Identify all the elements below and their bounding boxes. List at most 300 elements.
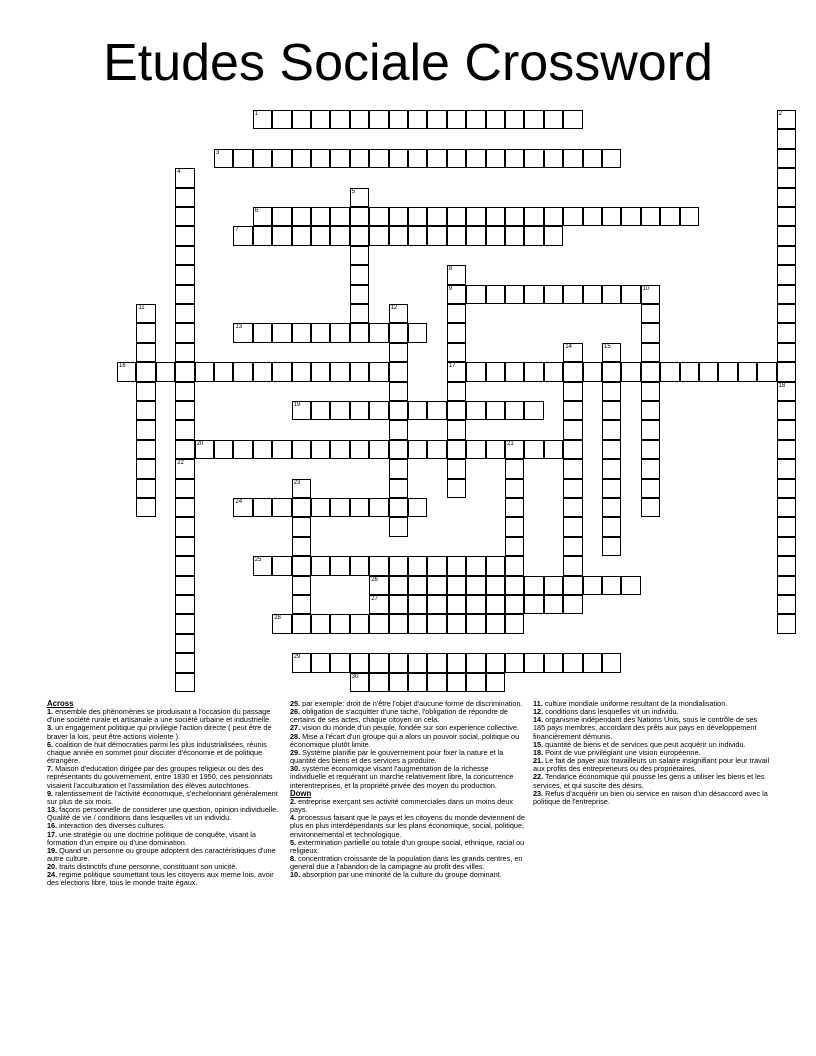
grid-cell[interactable] (544, 653, 563, 672)
grid-cell[interactable] (583, 576, 602, 595)
grid-cell[interactable] (447, 285, 466, 304)
grid-cell[interactable] (272, 207, 291, 226)
grid-cell[interactable] (156, 362, 175, 381)
grid-cell[interactable] (505, 614, 524, 633)
grid-cell[interactable] (486, 207, 505, 226)
grid-cell[interactable] (175, 285, 194, 304)
grid-cell[interactable] (369, 149, 388, 168)
grid-cell[interactable] (253, 110, 272, 129)
grid-cell[interactable] (369, 401, 388, 420)
grid-cell[interactable] (369, 614, 388, 633)
grid-cell[interactable] (524, 653, 543, 672)
grid-cell[interactable] (544, 110, 563, 129)
grid-cell[interactable] (602, 401, 621, 420)
grid-cell[interactable] (427, 614, 446, 633)
grid-cell[interactable] (544, 149, 563, 168)
grid-cell[interactable] (292, 440, 311, 459)
grid-cell[interactable] (311, 110, 330, 129)
grid-cell[interactable] (292, 498, 311, 517)
grid-cell[interactable] (292, 226, 311, 245)
grid-cell[interactable] (447, 420, 466, 439)
grid-cell[interactable] (602, 149, 621, 168)
grid-cell[interactable] (505, 517, 524, 536)
grid-cell[interactable] (505, 576, 524, 595)
grid-cell[interactable] (621, 285, 640, 304)
grid-cell[interactable] (466, 207, 485, 226)
grid-cell[interactable] (272, 110, 291, 129)
grid-cell[interactable] (253, 556, 272, 575)
grid-cell[interactable] (350, 188, 369, 207)
grid-cell[interactable] (563, 595, 582, 614)
grid-cell[interactable] (563, 479, 582, 498)
grid-cell[interactable] (641, 498, 660, 517)
grid-cell[interactable] (311, 440, 330, 459)
grid-cell[interactable] (272, 149, 291, 168)
grid-cell[interactable] (524, 207, 543, 226)
grid-cell[interactable] (136, 382, 155, 401)
grid-cell[interactable] (505, 498, 524, 517)
grid-cell[interactable] (214, 440, 233, 459)
grid-cell[interactable] (524, 362, 543, 381)
grid-cell[interactable] (427, 556, 446, 575)
grid-cell[interactable] (524, 110, 543, 129)
grid-cell[interactable] (136, 479, 155, 498)
grid-cell[interactable] (660, 362, 679, 381)
grid-cell[interactable] (563, 110, 582, 129)
grid-cell[interactable] (292, 323, 311, 342)
grid-cell[interactable] (777, 537, 796, 556)
grid-cell[interactable] (447, 401, 466, 420)
grid-cell[interactable] (641, 207, 660, 226)
grid-cell[interactable] (777, 440, 796, 459)
grid-cell[interactable] (389, 226, 408, 245)
grid-cell[interactable] (486, 110, 505, 129)
grid-cell[interactable] (447, 556, 466, 575)
grid-cell[interactable] (563, 498, 582, 517)
grid-cell[interactable] (175, 382, 194, 401)
grid-cell[interactable] (583, 149, 602, 168)
grid-cell[interactable] (389, 382, 408, 401)
grid-cell[interactable] (466, 401, 485, 420)
grid-cell[interactable] (389, 517, 408, 536)
grid-cell[interactable] (311, 401, 330, 420)
grid-cell[interactable] (524, 285, 543, 304)
grid-cell[interactable] (486, 595, 505, 614)
grid-cell[interactable] (311, 614, 330, 633)
grid-cell[interactable] (486, 576, 505, 595)
grid-cell[interactable] (330, 110, 349, 129)
grid-cell[interactable] (447, 304, 466, 323)
grid-cell[interactable] (292, 517, 311, 536)
grid-cell[interactable] (369, 673, 388, 692)
grid-cell[interactable] (699, 362, 718, 381)
grid-cell[interactable] (136, 498, 155, 517)
grid-cell[interactable] (447, 673, 466, 692)
grid-cell[interactable] (641, 420, 660, 439)
grid-cell[interactable] (777, 149, 796, 168)
grid-cell[interactable] (389, 459, 408, 478)
grid-cell[interactable] (369, 595, 388, 614)
grid-cell[interactable] (253, 149, 272, 168)
grid-cell[interactable] (486, 614, 505, 633)
grid-cell[interactable] (427, 110, 446, 129)
grid-cell[interactable] (505, 595, 524, 614)
grid-cell[interactable] (524, 576, 543, 595)
grid-cell[interactable] (777, 382, 796, 401)
grid-cell[interactable] (544, 207, 563, 226)
grid-cell[interactable] (214, 149, 233, 168)
grid-cell[interactable] (350, 285, 369, 304)
grid-cell[interactable] (777, 576, 796, 595)
grid-cell[interactable] (330, 226, 349, 245)
grid-cell[interactable] (311, 226, 330, 245)
grid-cell[interactable] (330, 401, 349, 420)
grid-cell[interactable] (583, 653, 602, 672)
grid-cell[interactable] (175, 168, 194, 187)
grid-cell[interactable] (330, 614, 349, 633)
grid-cell[interactable] (175, 343, 194, 362)
grid-cell[interactable] (544, 285, 563, 304)
grid-cell[interactable] (447, 207, 466, 226)
grid-cell[interactable] (136, 440, 155, 459)
grid-cell[interactable] (408, 323, 427, 342)
grid-cell[interactable] (427, 401, 446, 420)
grid-cell[interactable] (427, 595, 446, 614)
grid-cell[interactable] (292, 110, 311, 129)
grid-cell[interactable] (777, 265, 796, 284)
grid-cell[interactable] (641, 479, 660, 498)
grid-cell[interactable] (660, 207, 679, 226)
grid-cell[interactable] (563, 149, 582, 168)
grid-cell[interactable] (136, 420, 155, 439)
grid-cell[interactable] (777, 323, 796, 342)
grid-cell[interactable] (602, 576, 621, 595)
grid-cell[interactable] (350, 323, 369, 342)
grid-cell[interactable] (350, 207, 369, 226)
grid-cell[interactable] (292, 362, 311, 381)
grid-cell[interactable] (486, 556, 505, 575)
grid-cell[interactable] (350, 440, 369, 459)
grid-cell[interactable] (486, 401, 505, 420)
grid-cell[interactable] (563, 362, 582, 381)
grid-cell[interactable] (505, 285, 524, 304)
grid-cell[interactable] (602, 285, 621, 304)
grid-cell[interactable] (505, 226, 524, 245)
grid-cell[interactable] (175, 323, 194, 342)
grid-cell[interactable] (777, 285, 796, 304)
grid-cell[interactable] (602, 653, 621, 672)
grid-cell[interactable] (777, 129, 796, 148)
grid-cell[interactable] (389, 614, 408, 633)
grid-cell[interactable] (486, 362, 505, 381)
grid-cell[interactable] (369, 362, 388, 381)
grid-cell[interactable] (427, 653, 446, 672)
grid-cell[interactable] (369, 207, 388, 226)
grid-cell[interactable] (466, 440, 485, 459)
grid-cell[interactable] (563, 401, 582, 420)
grid-cell[interactable] (777, 207, 796, 226)
grid-cell[interactable] (641, 401, 660, 420)
grid-cell[interactable] (389, 149, 408, 168)
grid-cell[interactable] (563, 207, 582, 226)
grid-cell[interactable] (175, 634, 194, 653)
grid-cell[interactable] (447, 323, 466, 342)
grid-cell[interactable] (369, 110, 388, 129)
grid-cell[interactable] (350, 226, 369, 245)
grid-cell[interactable] (466, 285, 485, 304)
grid-cell[interactable] (641, 362, 660, 381)
grid-cell[interactable] (777, 246, 796, 265)
grid-cell[interactable] (311, 149, 330, 168)
grid-cell[interactable] (563, 382, 582, 401)
grid-cell[interactable] (233, 362, 252, 381)
grid-cell[interactable] (447, 576, 466, 595)
grid-cell[interactable] (175, 226, 194, 245)
grid-cell[interactable] (350, 362, 369, 381)
grid-cell[interactable] (427, 149, 446, 168)
grid-cell[interactable] (330, 323, 349, 342)
grid-cell[interactable] (505, 207, 524, 226)
grid-cell[interactable] (389, 498, 408, 517)
grid-cell[interactable] (777, 362, 796, 381)
grid-cell[interactable] (524, 149, 543, 168)
grid-cell[interactable] (466, 595, 485, 614)
grid-cell[interactable] (738, 362, 757, 381)
grid-cell[interactable] (563, 420, 582, 439)
grid-cell[interactable] (408, 498, 427, 517)
grid-cell[interactable] (486, 440, 505, 459)
grid-cell[interactable] (369, 556, 388, 575)
grid-cell[interactable] (272, 614, 291, 633)
grid-cell[interactable] (505, 362, 524, 381)
grid-cell[interactable] (389, 595, 408, 614)
grid-cell[interactable] (777, 556, 796, 575)
grid-cell[interactable] (505, 653, 524, 672)
grid-cell[interactable] (544, 362, 563, 381)
grid-cell[interactable] (621, 207, 640, 226)
grid-cell[interactable] (272, 498, 291, 517)
grid-cell[interactable] (330, 498, 349, 517)
grid-cell[interactable] (272, 556, 291, 575)
grid-cell[interactable] (641, 323, 660, 342)
grid-cell[interactable] (330, 440, 349, 459)
grid-cell[interactable] (253, 440, 272, 459)
grid-cell[interactable] (350, 304, 369, 323)
grid-cell[interactable] (602, 382, 621, 401)
grid-cell[interactable] (777, 226, 796, 245)
grid-cell[interactable] (447, 614, 466, 633)
grid-cell[interactable] (175, 517, 194, 536)
grid-cell[interactable] (447, 362, 466, 381)
grid-cell[interactable] (175, 304, 194, 323)
grid-cell[interactable] (680, 362, 699, 381)
grid-cell[interactable] (272, 362, 291, 381)
grid-cell[interactable] (563, 343, 582, 362)
grid-cell[interactable] (602, 343, 621, 362)
grid-cell[interactable] (389, 653, 408, 672)
grid-cell[interactable] (777, 614, 796, 633)
grid-cell[interactable] (175, 653, 194, 672)
grid-cell[interactable] (350, 401, 369, 420)
grid-cell[interactable] (175, 420, 194, 439)
grid-cell[interactable] (447, 382, 466, 401)
grid-cell[interactable] (350, 556, 369, 575)
grid-cell[interactable] (136, 401, 155, 420)
grid-cell[interactable] (311, 207, 330, 226)
grid-cell[interactable] (408, 673, 427, 692)
grid-cell[interactable] (175, 556, 194, 575)
grid-cell[interactable] (505, 556, 524, 575)
grid-cell[interactable] (427, 576, 446, 595)
grid-cell[interactable] (369, 226, 388, 245)
grid-cell[interactable] (389, 401, 408, 420)
grid-cell[interactable] (175, 188, 194, 207)
grid-cell[interactable] (389, 362, 408, 381)
grid-cell[interactable] (136, 362, 155, 381)
grid-cell[interactable] (350, 673, 369, 692)
grid-cell[interactable] (544, 440, 563, 459)
grid-cell[interactable] (466, 653, 485, 672)
grid-cell[interactable] (389, 576, 408, 595)
grid-cell[interactable] (175, 362, 194, 381)
grid-cell[interactable] (777, 498, 796, 517)
grid-cell[interactable] (777, 110, 796, 129)
grid-cell[interactable] (563, 459, 582, 478)
grid-cell[interactable] (408, 440, 427, 459)
grid-cell[interactable] (253, 362, 272, 381)
grid-cell[interactable] (330, 556, 349, 575)
grid-cell[interactable] (292, 401, 311, 420)
grid-cell[interactable] (408, 110, 427, 129)
grid-cell[interactable] (389, 440, 408, 459)
grid-cell[interactable] (602, 420, 621, 439)
grid-cell[interactable] (136, 343, 155, 362)
grid-cell[interactable] (505, 401, 524, 420)
grid-cell[interactable] (777, 517, 796, 536)
grid-cell[interactable] (253, 226, 272, 245)
grid-cell[interactable] (350, 246, 369, 265)
grid-cell[interactable] (175, 614, 194, 633)
grid-cell[interactable] (214, 362, 233, 381)
grid-cell[interactable] (408, 207, 427, 226)
grid-cell[interactable] (466, 362, 485, 381)
grid-cell[interactable] (447, 440, 466, 459)
grid-cell[interactable] (253, 323, 272, 342)
grid-cell[interactable] (330, 207, 349, 226)
grid-cell[interactable] (447, 479, 466, 498)
grid-cell[interactable] (175, 537, 194, 556)
grid-cell[interactable] (427, 207, 446, 226)
grid-cell[interactable] (253, 498, 272, 517)
grid-cell[interactable] (408, 149, 427, 168)
grid-cell[interactable] (330, 149, 349, 168)
grid-cell[interactable] (544, 595, 563, 614)
grid-cell[interactable] (175, 595, 194, 614)
grid-cell[interactable] (777, 595, 796, 614)
grid-cell[interactable] (311, 556, 330, 575)
grid-cell[interactable] (602, 459, 621, 478)
grid-cell[interactable] (680, 207, 699, 226)
grid-cell[interactable] (195, 440, 214, 459)
grid-cell[interactable] (117, 362, 136, 381)
grid-cell[interactable] (486, 149, 505, 168)
grid-cell[interactable] (486, 226, 505, 245)
grid-cell[interactable] (602, 479, 621, 498)
grid-cell[interactable] (136, 304, 155, 323)
grid-cell[interactable] (292, 556, 311, 575)
grid-cell[interactable] (602, 517, 621, 536)
grid-cell[interactable] (369, 498, 388, 517)
grid-cell[interactable] (505, 537, 524, 556)
grid-cell[interactable] (777, 479, 796, 498)
grid-cell[interactable] (292, 479, 311, 498)
grid-cell[interactable] (408, 576, 427, 595)
grid-cell[interactable] (389, 323, 408, 342)
grid-cell[interactable] (175, 207, 194, 226)
grid-cell[interactable] (524, 226, 543, 245)
grid-cell[interactable] (175, 479, 194, 498)
grid-cell[interactable] (641, 459, 660, 478)
grid-cell[interactable] (427, 673, 446, 692)
grid-cell[interactable] (466, 110, 485, 129)
grid-cell[interactable] (466, 556, 485, 575)
grid-cell[interactable] (292, 614, 311, 633)
grid-cell[interactable] (563, 653, 582, 672)
grid-cell[interactable] (757, 362, 776, 381)
grid-cell[interactable] (408, 653, 427, 672)
grid-cell[interactable] (466, 614, 485, 633)
grid-cell[interactable] (583, 285, 602, 304)
grid-cell[interactable] (524, 401, 543, 420)
grid-cell[interactable] (621, 576, 640, 595)
grid-cell[interactable] (369, 323, 388, 342)
grid-cell[interactable] (330, 362, 349, 381)
grid-cell[interactable] (311, 323, 330, 342)
grid-cell[interactable] (602, 537, 621, 556)
grid-cell[interactable] (447, 110, 466, 129)
grid-cell[interactable] (505, 110, 524, 129)
grid-cell[interactable] (641, 285, 660, 304)
grid-cell[interactable] (350, 149, 369, 168)
grid-cell[interactable] (486, 673, 505, 692)
grid-cell[interactable] (369, 576, 388, 595)
grid-cell[interactable] (292, 653, 311, 672)
grid-cell[interactable] (253, 207, 272, 226)
grid-cell[interactable] (524, 595, 543, 614)
grid-cell[interactable] (563, 537, 582, 556)
grid-cell[interactable] (466, 673, 485, 692)
grid-cell[interactable] (350, 614, 369, 633)
grid-cell[interactable] (524, 440, 543, 459)
grid-cell[interactable] (466, 226, 485, 245)
grid-cell[interactable] (583, 207, 602, 226)
grid-cell[interactable] (447, 265, 466, 284)
grid-cell[interactable] (175, 440, 194, 459)
grid-cell[interactable] (777, 459, 796, 478)
grid-cell[interactable] (602, 498, 621, 517)
grid-cell[interactable] (292, 595, 311, 614)
grid-cell[interactable] (136, 459, 155, 478)
grid-cell[interactable] (427, 440, 446, 459)
grid-cell[interactable] (777, 420, 796, 439)
grid-cell[interactable] (777, 401, 796, 420)
grid-cell[interactable] (175, 401, 194, 420)
grid-cell[interactable] (292, 207, 311, 226)
grid-cell[interactable] (389, 420, 408, 439)
grid-cell[interactable] (292, 537, 311, 556)
grid-cell[interactable] (175, 576, 194, 595)
grid-cell[interactable] (447, 653, 466, 672)
